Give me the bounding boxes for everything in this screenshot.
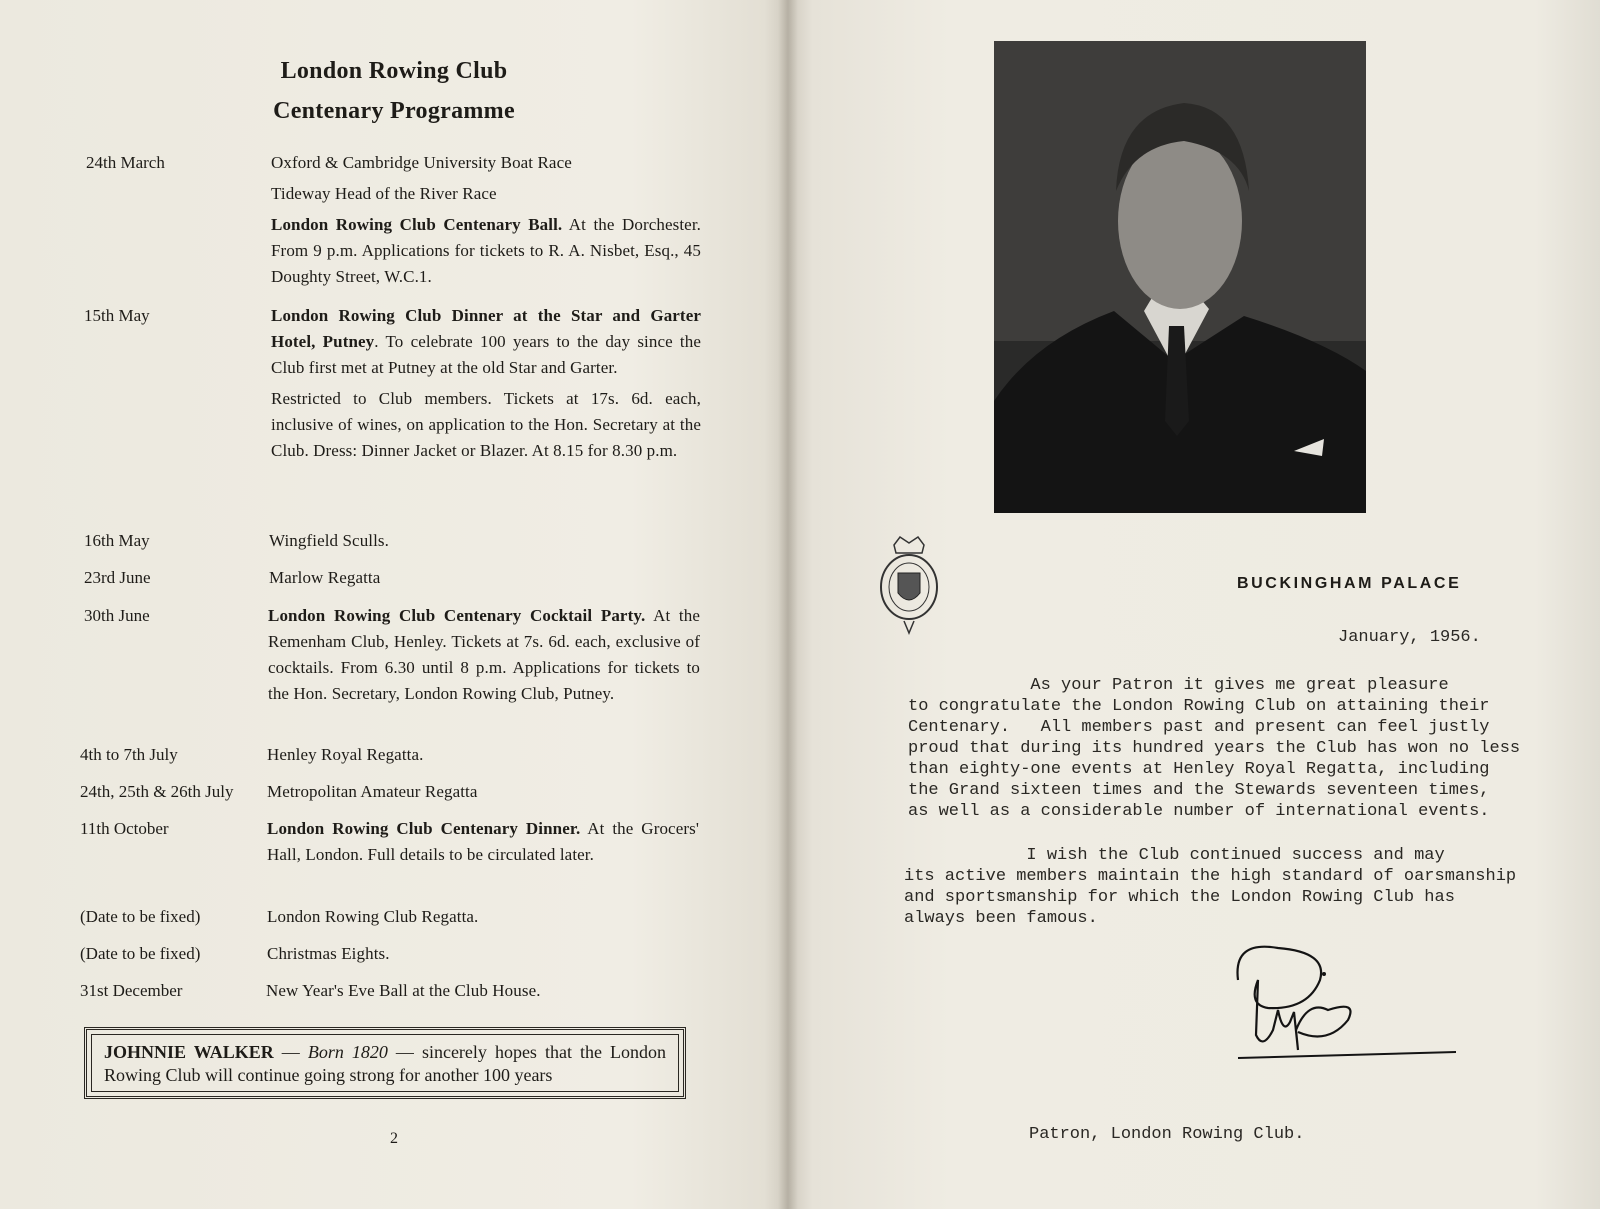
entry-description [267, 816, 699, 873]
programme-title-line1: London Rowing Club [280, 58, 508, 84]
entry-description [267, 779, 699, 810]
entry-text: At the Remenham Club, Henley. Tickets at 7s. 6d. each, exclusive of cocktails. From 6.30 until 8 p.m. Applications for tickets to the Hon. Secretary, London Rowing Club, Putney. [268, 606, 701, 703]
entry-paragraph [267, 779, 699, 805]
entry-text: Henley Royal Regatta. [267, 745, 424, 764]
letter-line: to congratulate the London Rowing Club on attaining their [908, 697, 1490, 716]
entry-paragraph [269, 565, 699, 591]
entry-description [268, 603, 700, 712]
entry-text: London Rowing Club Regatta. [267, 907, 479, 926]
entry-description [271, 150, 701, 295]
entry-text: At the Grocers' Hall, London. Full details to be circulated later. [267, 819, 699, 864]
letter-paragraph-1 [908, 675, 1520, 822]
left-page [0, 0, 788, 1209]
entry-paragraph [271, 212, 701, 290]
entry-paragraph [267, 904, 699, 930]
entry-paragraph [271, 386, 701, 464]
entry-paragraph [267, 941, 699, 967]
entry-date: 16th May [84, 531, 150, 550]
entry-date: 4th to 7th July [80, 745, 178, 764]
entry-text: Wingfield Sculls. [269, 531, 390, 550]
entry-description [269, 528, 699, 559]
entry-text: . To celebrate 100 years to the day since the Club first met at Putney at the old Star and Garter. [271, 332, 702, 377]
entry-bold-heading: London Rowing Club Centenary Cocktail Party. [268, 606, 646, 625]
entry-description [267, 904, 699, 935]
letter-paragraph-2 [904, 845, 1516, 929]
letter-line: always been famous. [904, 909, 1098, 928]
entry-date: 23rd June [84, 568, 151, 587]
entry-date: 11th October [80, 819, 169, 838]
entry-date: 30th June [84, 606, 150, 625]
signature-image [1228, 940, 1460, 1090]
binding-gutter [778, 0, 798, 1209]
entry-paragraph [271, 181, 701, 207]
entry-paragraph [271, 303, 701, 381]
entry-paragraph [266, 978, 698, 1004]
entry-text: Metropolitan Amateur Regatta [267, 782, 478, 801]
letter-line: I wish the Club continued success and may [904, 846, 1445, 865]
letter-closing: Patron, London Rowing Club. [1029, 1125, 1305, 1144]
entry-text: Restricted to Club members. Tickets at 17s. 6d. each, inclusive of wines, on application to the Hon. Secretary at the Club. Dress: Dinner Jacket or Blazer. At 8.15 for 8.30 p.m. [271, 389, 701, 460]
programme-title-line2: Centenary Programme [273, 98, 515, 124]
letter-line: the Grand sixteen times and the Stewards seventeen times, [908, 781, 1490, 800]
entry-description [271, 303, 701, 469]
entry-paragraph [267, 742, 699, 768]
entry-date: (Date to be fixed) [80, 944, 201, 963]
letter-date: January, 1956. [1338, 628, 1481, 647]
letter-line: than eighty-one events at Henley Royal Regatta, including [908, 760, 1490, 779]
entry-date: (Date to be fixed) [80, 907, 201, 926]
advert-text: — sincerely hopes that the London Rowing Club will continue going strong for another 100 years [104, 1042, 667, 1085]
entry-bold-heading: London Rowing Club Dinner at the Star and Garter Hotel, Putney [271, 306, 701, 351]
royal-crest-icon [876, 535, 942, 637]
johnnie-walker-advert: JOHNNIE WALKER — Born 1820 — sincerely hopes that the London Rowing Club will continue going strong for another 100 years [84, 1027, 686, 1099]
entry-description [269, 565, 699, 596]
entry-bold-heading: London Rowing Club Centenary Ball. [271, 215, 563, 234]
advert-brand: JOHNNIE WALKER [104, 1042, 274, 1062]
entry-paragraph [268, 603, 700, 707]
entry-description [267, 742, 699, 773]
letter-line: as well as a considerable number of international events. [908, 802, 1490, 821]
entry-bold-heading: London Rowing Club Centenary Dinner. [267, 819, 581, 838]
letter-line: its active members maintain the high standard of oarsmanship [904, 867, 1517, 886]
entry-text: Marlow Regatta [269, 568, 381, 587]
entry-date: 15th May [84, 306, 150, 325]
advert-born: Born 1820 [307, 1042, 388, 1062]
letter-line: As your Patron it gives me great pleasure [908, 676, 1449, 695]
entry-description [266, 978, 698, 1009]
letter-line: and sportsmanship for which the London Rowing Club has [904, 888, 1455, 907]
entry-text: New Year's Eve Ball at the Club House. [266, 981, 541, 1000]
page-number: 2 [390, 1130, 398, 1147]
entry-text: Christmas Eights. [267, 944, 390, 963]
entry-date: 24th, 25th & 26th July [80, 782, 234, 801]
entry-date: 31st December [80, 981, 183, 1000]
entry-text: Oxford & Cambridge University Boat Race [271, 153, 572, 172]
portrait-photo [994, 41, 1366, 513]
entry-description [267, 941, 699, 972]
letterhead: BUCKINGHAM PALACE [1237, 575, 1462, 592]
entry-text: At the Dorchester. From 9 p.m. Applications for tickets to R. A. Nisbet, Esq., 45 Doughty Street, W.C.1. [271, 215, 702, 286]
letter-line: proud that during its hundred years the Club has won no less [908, 739, 1521, 758]
letter-line: Centenary. All members past and present can feel justly [908, 718, 1490, 737]
entry-paragraph [269, 528, 699, 554]
entry-paragraph [271, 150, 701, 176]
entry-date: 24th March [86, 153, 165, 172]
entry-text: Tideway Head of the River Race [271, 184, 497, 203]
entry-paragraph [267, 816, 699, 868]
